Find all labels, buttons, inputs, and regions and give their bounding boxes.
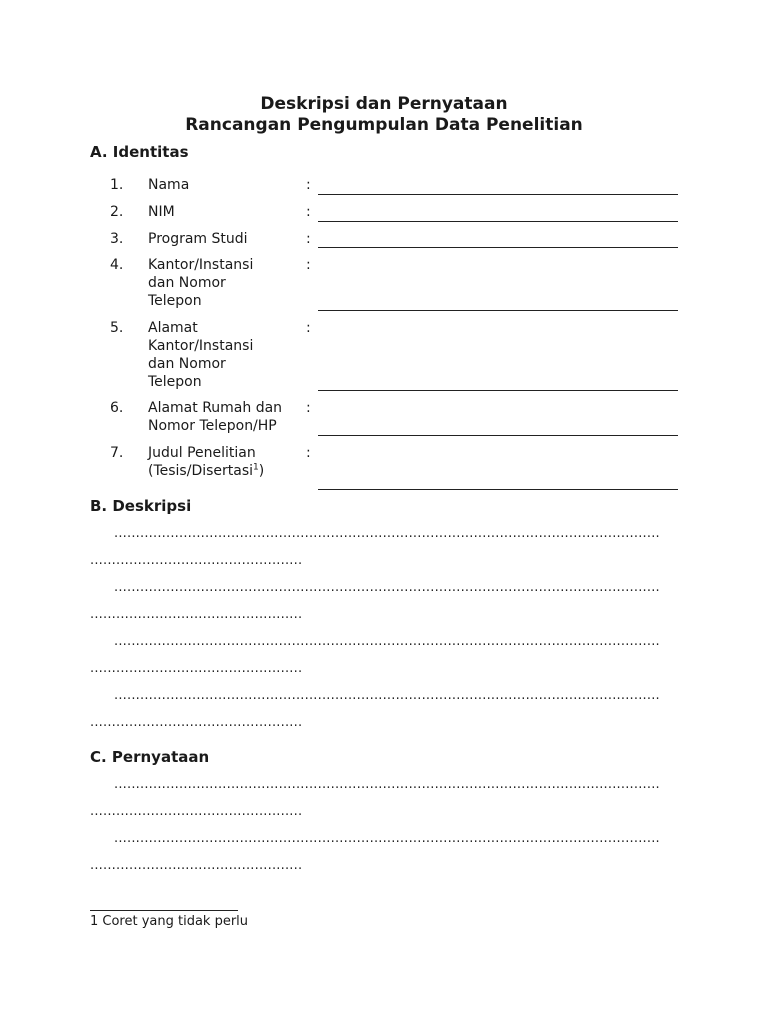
footnote-text: 1 Coret yang tidak perlu [90, 914, 249, 929]
kantor-instansi-field[interactable] [318, 310, 678, 311]
deskripsi-dotted-line[interactable]: .............................................................................................................................. [114, 634, 660, 649]
judul-penelitian-field[interactable] [318, 489, 678, 490]
item-2-colon: : [306, 204, 311, 220]
item-3-number: 3. [110, 231, 124, 247]
deskripsi-dotted-line[interactable]: .............................................................................................................................. [114, 688, 660, 703]
item-7-number: 7. [110, 445, 124, 461]
item-2-label: NIM [148, 204, 175, 220]
item-5-label: Alamat Kantor/Instansi dan Nomor Telepon [148, 320, 254, 390]
item-5-colon: : [306, 320, 311, 336]
pernyataan-dotted-line[interactable]: .............................................................................................................................. [114, 831, 660, 846]
deskripsi-dotted-line[interactable]: ................................................. [90, 607, 303, 622]
item-7-label-suffix: ) [258, 463, 265, 479]
footnote-separator [90, 910, 238, 911]
pernyataan-dotted-line[interactable]: ................................................. [90, 804, 303, 819]
item-1-label: Nama [148, 177, 190, 193]
alamat-rumah-field[interactable] [318, 435, 678, 436]
section-c-heading: C. Pernyataan [90, 748, 210, 766]
item-4-label: Kantor/Instansi dan Nomor Telepon [148, 257, 254, 309]
item-5-number: 5. [110, 320, 124, 336]
section-b-heading: B. Deskripsi [90, 497, 192, 515]
footnote-reference[interactable]: 1 [253, 462, 259, 473]
deskripsi-dotted-line[interactable]: .............................................................................................................................. [114, 526, 660, 541]
item-1-number: 1. [110, 177, 124, 193]
item-7-label-text: Judul Penelitian (Tesis/Disertasi [148, 445, 256, 479]
section-a-heading: A. Identitas [90, 143, 189, 161]
item-6-label: Alamat Rumah dan Nomor Telepon/HP [148, 400, 283, 434]
deskripsi-dotted-line[interactable]: ................................................. [90, 661, 303, 676]
program-studi-field[interactable] [318, 247, 678, 248]
pernyataan-dotted-line[interactable]: ................................................. [90, 858, 303, 873]
document-title-line-2: Rancangan Pengumpulan Data Penelitian [185, 115, 583, 135]
item-3-colon: : [306, 231, 311, 247]
alamat-kantor-field[interactable] [318, 390, 678, 391]
nim-field[interactable] [318, 221, 678, 222]
deskripsi-dotted-line[interactable]: ................................................. [90, 715, 303, 730]
item-4-number: 4. [110, 257, 124, 273]
item-6-number: 6. [110, 400, 124, 416]
item-6-colon: : [306, 400, 311, 416]
nama-field[interactable] [318, 194, 678, 195]
item-3-label: Program Studi [148, 231, 248, 247]
item-7-label [148, 444, 288, 480]
deskripsi-dotted-line[interactable]: .............................................................................................................................. [114, 580, 660, 595]
document-title-line-1: Deskripsi dan Pernyataan [260, 94, 508, 114]
item-2-number: 2. [110, 204, 124, 220]
item-1-colon: : [306, 177, 311, 193]
item-4-colon: : [306, 257, 311, 273]
pernyataan-dotted-line[interactable]: .............................................................................................................................. [114, 777, 660, 792]
item-7-colon: : [306, 445, 311, 461]
deskripsi-dotted-line[interactable]: ................................................. [90, 553, 303, 568]
